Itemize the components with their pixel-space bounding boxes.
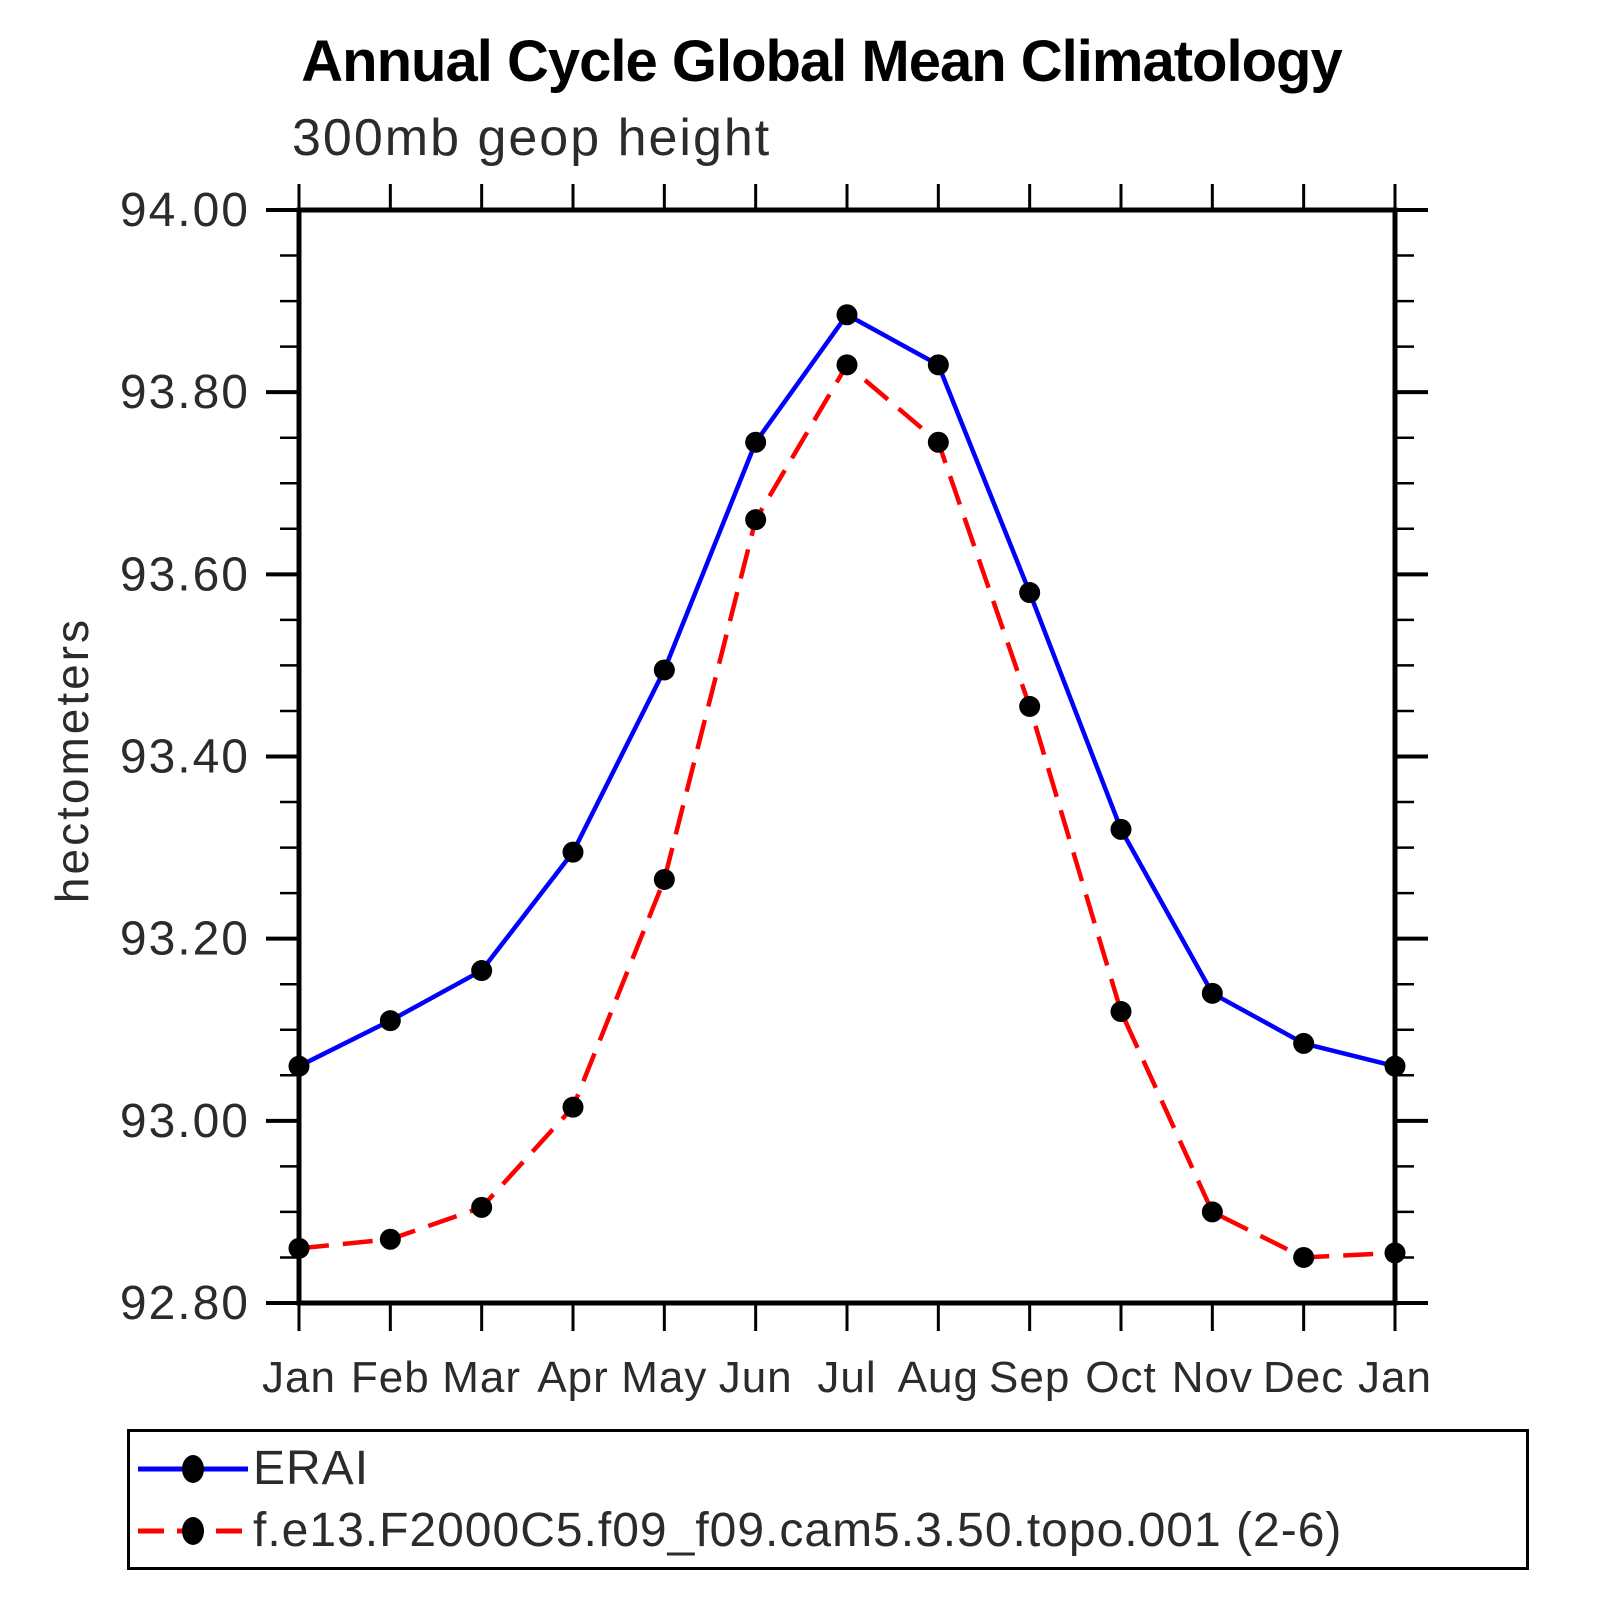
- data-point-marker-s1: [289, 1238, 310, 1259]
- data-point-marker-s0: [1385, 1056, 1406, 1077]
- y-tick-label: 93.80: [119, 366, 250, 420]
- y-tick-label: 93.40: [119, 730, 250, 784]
- y-tick-label: 93.60: [119, 548, 250, 602]
- data-point-marker-s1: [837, 354, 858, 375]
- data-point-marker-s0: [289, 1056, 310, 1077]
- y-tick-label: 93.20: [119, 912, 250, 966]
- legend-swatch-solid-line: [133, 1447, 253, 1491]
- x-tick-label: Apr: [537, 1353, 609, 1402]
- chart-title: Annual Cycle Global Mean Climatology: [301, 29, 1342, 94]
- x-tick-label: Aug: [897, 1353, 979, 1402]
- data-point-marker-s0: [745, 432, 766, 453]
- data-point-marker-s1: [1293, 1247, 1314, 1268]
- data-point-marker-s1: [745, 509, 766, 530]
- data-point-marker-s0: [654, 659, 675, 680]
- data-point-marker-s0: [471, 960, 492, 981]
- data-point-marker-s1: [654, 869, 675, 890]
- data-point-marker-s1: [380, 1229, 401, 1250]
- data-point-marker-s0: [563, 842, 584, 863]
- data-point-marker-s0: [380, 1010, 401, 1031]
- data-point-marker-s1: [1019, 696, 1040, 717]
- x-tick-label: Dec: [1263, 1353, 1345, 1402]
- x-tick-label: Jun: [718, 1353, 793, 1402]
- data-point-marker-s0: [928, 354, 949, 375]
- y-tick-label: 93.00: [119, 1094, 250, 1148]
- data-point-marker-s0: [1111, 819, 1132, 840]
- legend-item-model: [133, 1505, 1526, 1557]
- data-point-marker-s1: [471, 1197, 492, 1218]
- legend-label-model: f.e13.F2000C5.f09_f09.cam5.3.50.topo.001 (2-6): [253, 1504, 1343, 1557]
- legend-swatch-dashed-line: [133, 1509, 253, 1553]
- legend-box: [127, 1429, 1529, 1570]
- chart-subtitle: 300mb geop height: [292, 109, 772, 167]
- data-point-marker-s1: [1385, 1242, 1406, 1263]
- x-tick-label: Feb: [350, 1353, 430, 1402]
- data-point-marker-s1: [928, 432, 949, 453]
- x-tick-label: Oct: [1085, 1353, 1157, 1402]
- data-point-marker-s1: [1111, 1001, 1132, 1022]
- series-line-1: [299, 365, 1395, 1258]
- data-point-marker-s1: [563, 1097, 584, 1118]
- data-point-marker-s0: [1019, 582, 1040, 603]
- data-point-marker-s1: [1202, 1201, 1223, 1222]
- x-tick-label: Jul: [817, 1353, 877, 1402]
- x-tick-label: May: [621, 1353, 708, 1402]
- data-point-marker-s0: [1202, 983, 1223, 1004]
- legend-label-erai: ERAI: [253, 1442, 370, 1495]
- y-tick-label: 92.80: [119, 1277, 250, 1330]
- y-axis-label: hectometers: [46, 616, 98, 904]
- x-tick-label: Nov: [1171, 1353, 1253, 1402]
- series-line-0: [299, 315, 1395, 1066]
- legend-item-erai: [133, 1443, 1526, 1495]
- x-tick-label: Mar: [442, 1353, 522, 1402]
- x-tick-label: Jan: [1358, 1353, 1432, 1402]
- data-point-marker-s0: [1293, 1033, 1314, 1054]
- x-tick-label: Sep: [989, 1353, 1071, 1402]
- y-tick-label: 94.00: [119, 184, 250, 237]
- data-point-marker-s0: [837, 304, 858, 325]
- x-tick-label: Jan: [262, 1353, 336, 1402]
